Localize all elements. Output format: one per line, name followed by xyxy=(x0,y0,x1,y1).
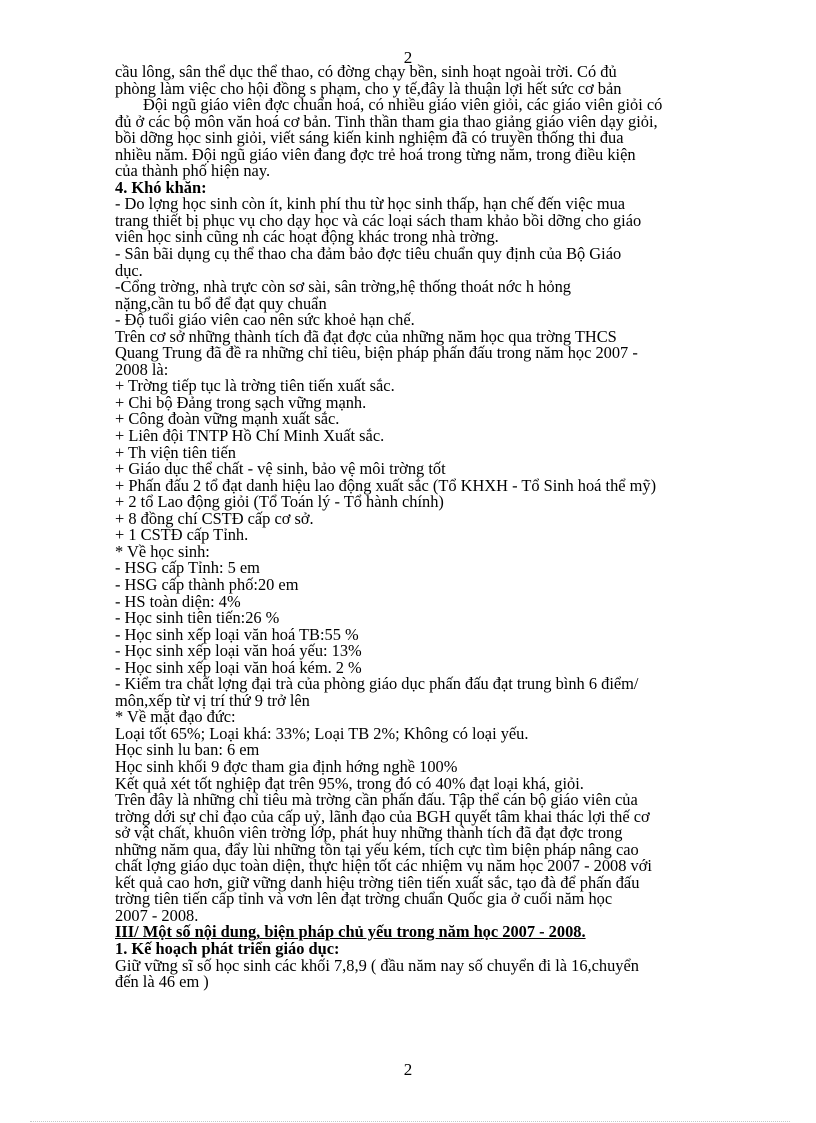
text-line: viên học sinh cũng nh các hoạt động khác trong nhà trờng. xyxy=(115,227,499,247)
text-line: 2008 là: xyxy=(115,359,169,379)
text-line: + 1 CSTĐ cấp Tỉnh. xyxy=(115,525,249,545)
text-line: + Giáo dục thể chất - vệ sinh, bảo vệ môi trờng tốt xyxy=(115,459,446,479)
text-line: + 8 đồng chí CSTĐ cấp cơ sở. xyxy=(115,508,314,528)
text-line: bồi dỡng học sinh giỏi, viết sáng kiến kinh nghiệm đã có truyền thống thi đua xyxy=(115,128,624,148)
text-line: + Công đoàn vững mạnh xuất sắc. xyxy=(115,409,340,429)
text-line: của thành phố hiện nay. xyxy=(115,161,271,181)
text-line: - HSG cấp Tỉnh: 5 em xyxy=(115,558,260,578)
text-line: Kết quả xét tốt nghiệp đạt trên 95%, trong đó có 40% đạt loại khá, giỏi. xyxy=(115,773,584,793)
text-line: - HSG cấp thành phố:20 em xyxy=(115,574,299,594)
text-line: đến là 46 em ) xyxy=(115,972,209,992)
text-line: dục. xyxy=(115,260,143,280)
text-line: + Phấn đấu 2 tổ đạt danh hiệu lao động xuất sắc (Tổ KHXH - Tổ Sinh hoá thể mỹ) xyxy=(115,475,657,495)
page-number-bottom: 2 xyxy=(403,1060,413,1079)
text-line: -Cổng trờng, nhà trực còn sơ sài, sân trờng,hệ thống thoát nớc h hỏng xyxy=(115,277,571,297)
text-line: + Chi bộ Đảng trong sạch vững mạnh. xyxy=(115,392,367,412)
section-heading: 1. Kế hoạch phát triển giáo dục: xyxy=(115,938,340,958)
text-line: cầu lông, sân thể dục thể thao, có đờng chạy bền, sinh hoạt ngoài trời. Có đủ xyxy=(115,62,617,81)
text-line: trờng dới sự chỉ đạo của cấp uỷ, lãnh đạo của BGH quyết tâm khai thác lợi thế cơ xyxy=(115,806,650,826)
text-line: + Th viện tiên tiến xyxy=(115,442,236,462)
text-line: trang thiết bị phục vụ cho dạy học và các loại sách tham khảo bồi dỡng cho giáo xyxy=(115,210,642,230)
text-line: - Độ tuổi giáo viên cao nên sức khoẻ hạn chế. xyxy=(115,310,415,330)
text-line: phòng làm việc cho hội đồng s phạm, cho y tế,đây là thuận lợi hết sức cơ bản xyxy=(115,78,622,98)
text-line: - HS toàn diện: 4% xyxy=(115,591,241,611)
text-line: - Học sinh xếp loại văn hoá yếu: 13% xyxy=(115,641,362,661)
text-line: Học sinh khối 9 đợc tham gia định hớng nghề 100% xyxy=(115,756,458,776)
text-line: Trên đây là những chỉ tiêu mà trờng cần phấn đấu. Tập thể cán bộ giáo viên của xyxy=(115,790,638,810)
text-line: + Trờng tiếp tục là trờng tiên tiến xuất sắc. xyxy=(115,376,395,396)
text-line: trờng tiên tiến cấp tỉnh và vơn lên đạt trờng chuẩn Quốc gia ở cuối năm học xyxy=(115,889,613,909)
text-line: môn,xếp từ vị trí thứ 9 trở lên xyxy=(115,690,310,710)
text-line: - Sân bãi dụng cụ thể thao cha đảm bảo đợc tiêu chuẩn quy định của Bộ Giáo xyxy=(115,244,622,264)
text-line: - Học sinh xếp loại văn hoá kém. 2 % xyxy=(115,657,362,677)
page-footer-divider xyxy=(30,1121,790,1122)
text-line: Học sinh lu ban: 6 em xyxy=(115,740,260,760)
text-line: Giữ vững sĩ số học sinh các khối 7,8,9 ( đầu năm nay số chuyển đi là 16,chuyển xyxy=(115,955,639,975)
text-line: * Về mặt đạo đức: xyxy=(115,707,236,727)
text-line: kết quả cao hơn, giữ vững danh hiệu trờng tiên tiến xuất sắc, tạo đà để phấn đấu xyxy=(115,872,640,892)
text-line: - Học sinh tiên tiến:26 % xyxy=(115,608,280,628)
page-number-top: 2 xyxy=(403,48,413,67)
section-heading: III/ Một số nội dung, biện pháp chủ yếu trong năm học 2007 - 2008. xyxy=(115,922,586,942)
text-line: * Về học sinh: xyxy=(115,541,210,561)
text-line: những năm qua, đẩy lùi những tồn tại yếu kém, tích cực tìm biện pháp nâng cao xyxy=(115,839,639,859)
section-heading: 4. Khó khăn: xyxy=(115,177,207,197)
text-line: - Kiểm tra chất lợng đại trà của phòng giáo dục phấn đấu đạt trung bình 6 điểm/ xyxy=(115,674,639,694)
text-line: Trên cơ sở những thành tích đã đạt đợc của những năm học qua trờng THCS xyxy=(115,326,617,346)
text-line: chất lợng giáo dục toàn diện, thực hiện tốt các nhiệm vụ năm học 2007 - 2008 với xyxy=(115,856,652,876)
text-line: + Liên đội TNTP Hồ Chí Minh Xuất sắc. xyxy=(115,426,385,446)
text-line: sở vật chất, khuôn viên trờng lớp, phát huy những thành tích đã đạt đợc trong xyxy=(115,823,623,843)
text-line: nặng,cần tu bổ để đạt quy chuẩn xyxy=(115,293,327,313)
document-body xyxy=(115,64,755,991)
text-line: - Do lợng học sinh còn ít, kinh phí thu từ học sinh thấp, hạn chế đến việc mua xyxy=(115,194,626,214)
text-line: đủ ở các bộ môn văn hoá cơ bản. Tinh thần tham gia thao giảng giáo viên dạy giỏi, xyxy=(115,111,658,131)
text-line: Loại tốt 65%; Loại khá: 33%; Loại TB 2%; Không có loại yếu. xyxy=(115,723,529,743)
text-line: + 2 tổ Lao động giỏi (Tổ Toán lý - Tổ hành chính) xyxy=(115,492,444,512)
text-line: - Học sinh xếp loại văn hoá TB:55 % xyxy=(115,624,359,644)
text-line: Đội ngũ giáo viên đợc chuẩn hoá, có nhiều giáo viên giỏi, các giáo viên giỏi có xyxy=(143,95,663,115)
text-line: Quang Trung đã đề ra những chỉ tiêu, biện pháp phấn đấu trong năm học 2007 - xyxy=(115,343,638,363)
text-line: 2007 - 2008. xyxy=(115,905,199,925)
text-line: nhiều năm. Đội ngũ giáo viên đang đợc trẻ hoá trong từng năm, trong điều kiện xyxy=(115,144,636,164)
